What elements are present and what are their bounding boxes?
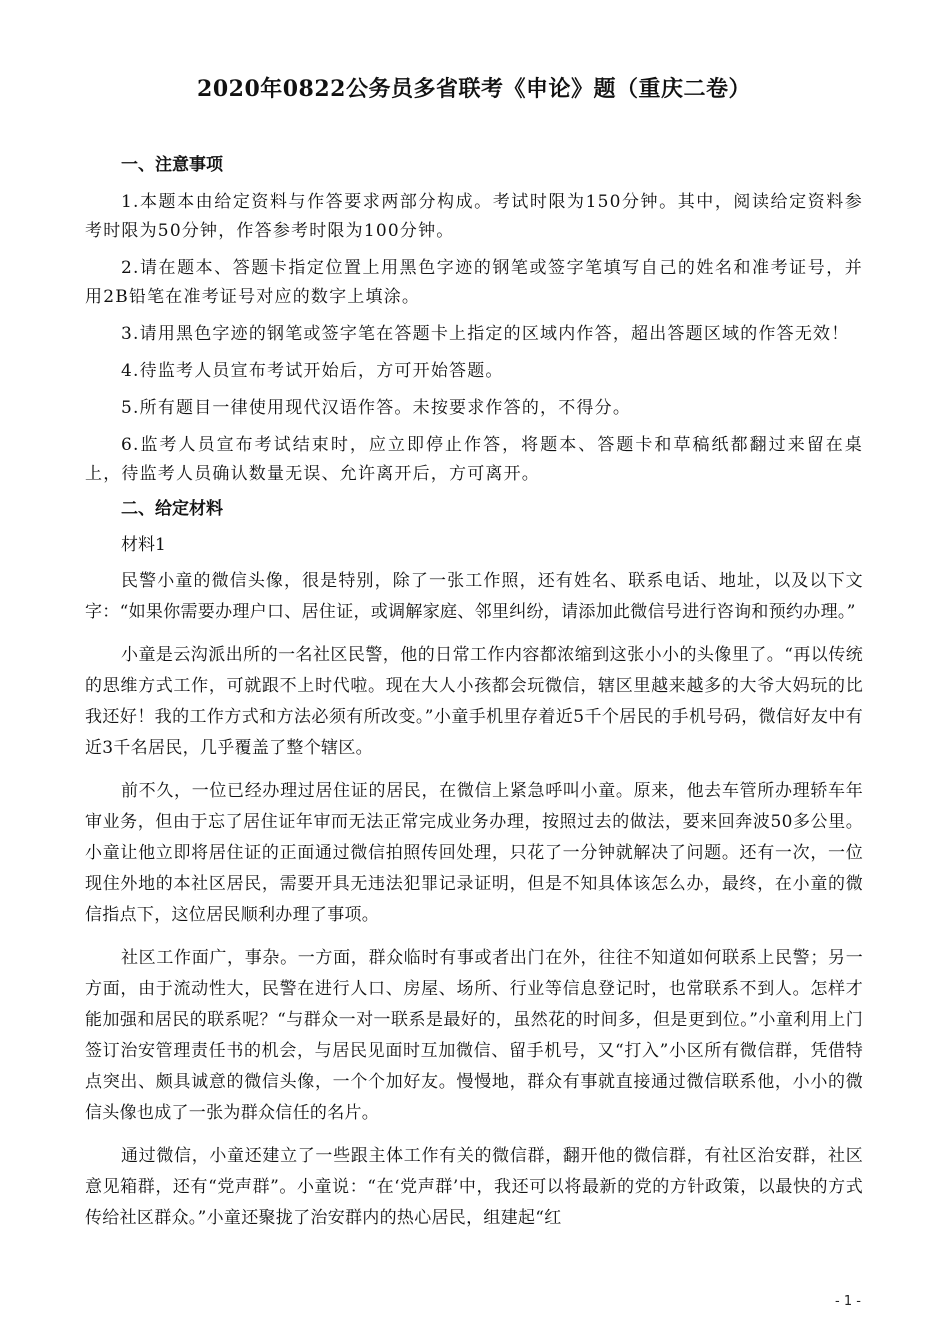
material-paragraph-3: 前不久，一位已经办理过居住证的居民，在微信上紧急呼叫小童。原来，他去车管所办理轿车年审业务，但由于忘了居住证年审而无法正常完成业务办理，按照过去的做法，要来回奔波50多公里。小童让他立即将居住证的正面通过微信拍照传回处理，只花了一分钟就解决了问题。还有一次，一位现住外地的本社区居民，需要开具无违法犯罪记录证明，但是不知具体该怎么办，最终，在小童的微信指点下，这位居民顺利办理了事项。 bbox=[85, 781, 863, 925]
material-paragraph-1: 民警小童的微信头像，很是特别，除了一张工作照，还有姓名、联系电话、地址，以及以下文字：“如果你需要办理户口、居住证，或调解家庭、邻里纠纷，请添加此微信号进行咨询和预约办理。” bbox=[85, 571, 863, 622]
note-item-4: 4.待监考人员宣布考试开始后，方可开始答题。 bbox=[121, 361, 504, 381]
document-body bbox=[85, 153, 863, 1246]
material-paragraph-4: 社区工作面广，事杂。一方面，群众临时有事或者出门在外，往往不知道如何联系上民警；另一方面，由于流动性大，民警在进行人口、房屋、场所、行业等信息登记时，也常联系不到人。怎样才能加强和居民的联系呢？“与群众一对一联系是最好的，虽然花的时间多，但是更到位。”小童利用上门签订治安管理责任书的机会，与居民见面时互加微信、留手机号，又“打入”小区所有微信群，凭借特点突出、颇具诚意的微信头像，一个个加好友。慢慢地，群众有事就直接通过微信联系他，小小的微信头像也成了一张为群众信任的名片。 bbox=[85, 948, 863, 1123]
note-item-6: 6.监考人员宣布考试结束时，应立即停止作答，将题本、答题卡和草稿纸都翻过来留在桌上，待监考人员确认数量无误、允许离开后，方可离开。 bbox=[85, 435, 863, 484]
page-title: 2020年0822公务员多省联考《申论》题（重庆二卷） bbox=[197, 76, 751, 102]
material-label: 材料1 bbox=[121, 535, 166, 555]
material-paragraph-2: 小童是云沟派出所的一名社区民警，他的日常工作内容都浓缩到这张小小的头像里了。“再以传统的思维方式工作，可就跟不上时代啦。现在大人小孩都会玩微信，辖区里越来越多的大爷大妈玩的比我还好！我的工作方式和方法必须有所改变。”小童手机里存着近5千个居民的手机号码，微信好友中有近3千名居民，几乎覆盖了整个辖区。 bbox=[85, 645, 863, 758]
section-heading-notes: 一、注意事项 bbox=[121, 155, 223, 175]
note-item-5: 5.所有题目一律使用现代汉语作答。未按要求作答的，不得分。 bbox=[121, 398, 632, 418]
section-heading-materials: 二、给定材料 bbox=[121, 499, 223, 519]
note-item-1: 1.本题本由给定资料与作答要求两部分构成。考试时限为150分钟。其中，阅读给定资料参考时限为50分钟，作答参考时限为100分钟。 bbox=[85, 192, 863, 241]
note-item-2: 2.请在题本、答题卡指定位置上用黑色字迹的钢笔或签字笔填写自己的姓名和准考证号，并用2B铅笔在准考证号对应的数字上填涂。 bbox=[85, 258, 863, 307]
material-paragraph-5: 通过微信，小童还建立了一些跟主体工作有关的微信群，翻开他的微信群，有社区治安群，社区意见箱群，还有“党声群”。小童说：“在‘党声群’中，我还可以将最新的党的方针政策，以最快的方式传给社区群众。”小童还聚拢了治安群内的热心居民，组建起“红 bbox=[85, 1146, 863, 1228]
note-item-3: 3.请用黑色字迹的钢笔或签字笔在答题卡上指定的区域内作答，超出答题区域的作答无效！ bbox=[121, 324, 850, 344]
page-number: - 1 - bbox=[835, 1294, 861, 1309]
